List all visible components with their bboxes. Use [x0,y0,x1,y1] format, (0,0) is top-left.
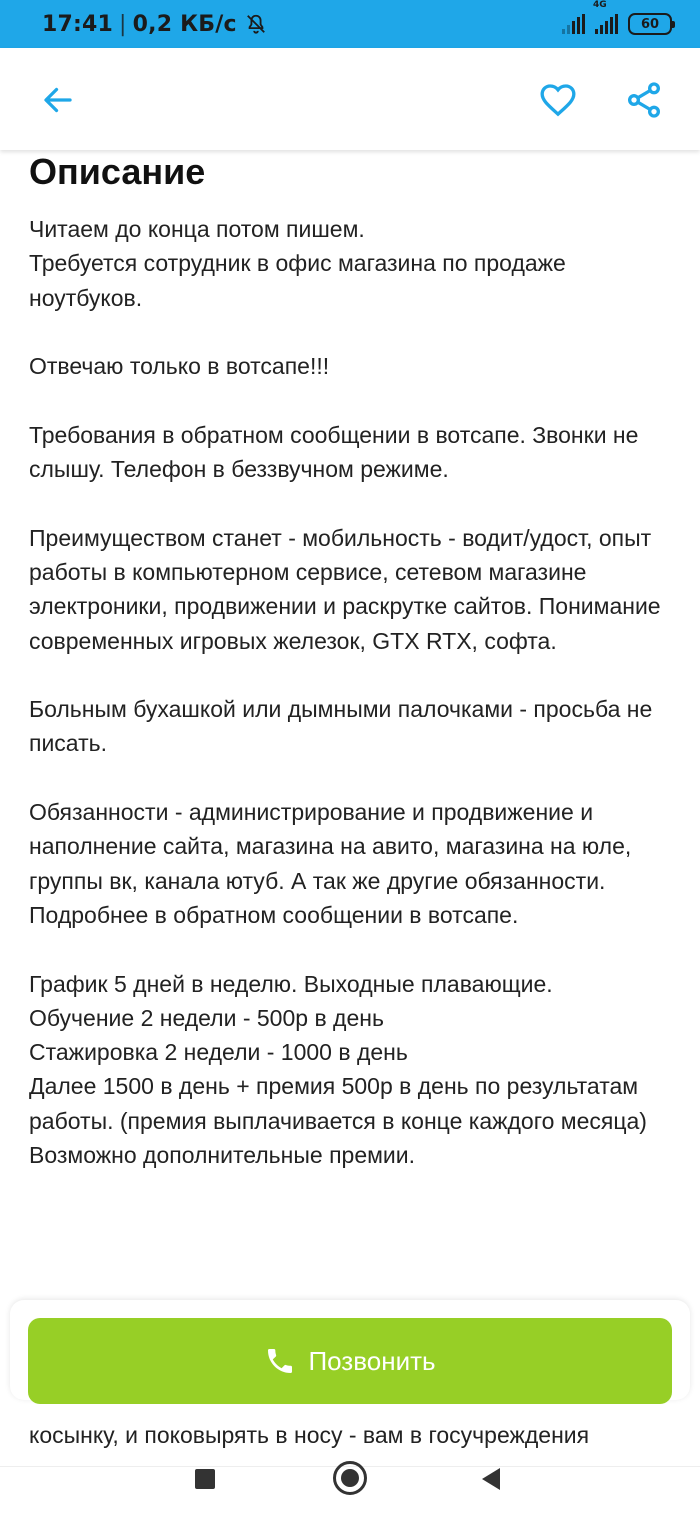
description-section [0,150,700,1466]
heart-icon [538,80,578,120]
back-arrow-icon [40,82,76,118]
signal-icon [562,14,585,34]
call-bar [10,1300,690,1400]
call-button-label: Позвонить [308,1345,436,1376]
status-speed: 0,2 КБ/с [132,11,237,37]
back-button[interactable] [36,78,80,122]
status-left [42,0,267,48]
call-button[interactable] [28,1318,672,1404]
hidden-text-peek [29,1412,679,1466]
status-bar [0,0,700,48]
description-text [29,212,679,1172]
peek-text: косынку, и поковырять в носу - вам в госучреждения [29,1422,590,1448]
network-type-label: 4G [593,0,607,10]
phone-icon [264,1345,296,1377]
share-icon [624,80,664,120]
paragraph-intro: Читаем до конца потом пишем. Требуется сотрудник в офис магазина по продаже ноутбуков. [29,216,566,311]
recent-apps-icon[interactable] [195,1469,215,1489]
bell-muted-icon [245,13,267,35]
signal-4g-icon [593,0,618,34]
paragraph-schedule: График 5 дней в неделю. Выходные плавающие. Обучение 2 недели - 500р в день Стажировка 2 недели - 1000 в день Далее 1500 в день + премия 500р в день по результатам работы. (премия выплачивается в конце каждого месяца) Возможно дополнительные премии. [29,970,647,1169]
back-triangle-icon[interactable] [482,1468,500,1490]
paragraph-advantages: Преимуществом станет - мобильность - водит/удост, опыт работы в компьютерном сервисе, сетевом магазине электроники, продвижении и раскрутке сайтов. Понимание современных игровых железок, GTX RTX, софта. [29,524,661,654]
section-title: Описание [29,151,206,192]
app-toolbar [0,48,700,150]
paragraph-requirements: Требования в обратном сообщении в вотсапе. Звонки не слышу. Телефон в беззвучном режиме. [29,421,639,483]
paragraph-duties: Обязанности - администрирование и продвижение и наполнение сайта, магазина на авито, магазина на юле, группы вк, канала ютуб. А так же другие обязанности. Подробнее в обратном сообщении в вотсапе. [29,799,632,928]
status-time: 17:41 [42,11,114,37]
status-right [562,0,672,48]
paragraph-restrictions: Больным бухашкой или дымными палочками - просьба не писать. [29,696,653,757]
battery-icon [628,13,672,35]
system-nav-bar [0,1466,700,1517]
home-icon[interactable] [333,1461,367,1495]
battery-level: 60 [640,16,660,32]
share-button[interactable] [622,78,666,122]
paragraph-whatsapp-only: Отвечаю только в вотсапе!!! [29,353,330,380]
favorite-button[interactable] [536,78,580,122]
status-separator: | [119,11,127,37]
